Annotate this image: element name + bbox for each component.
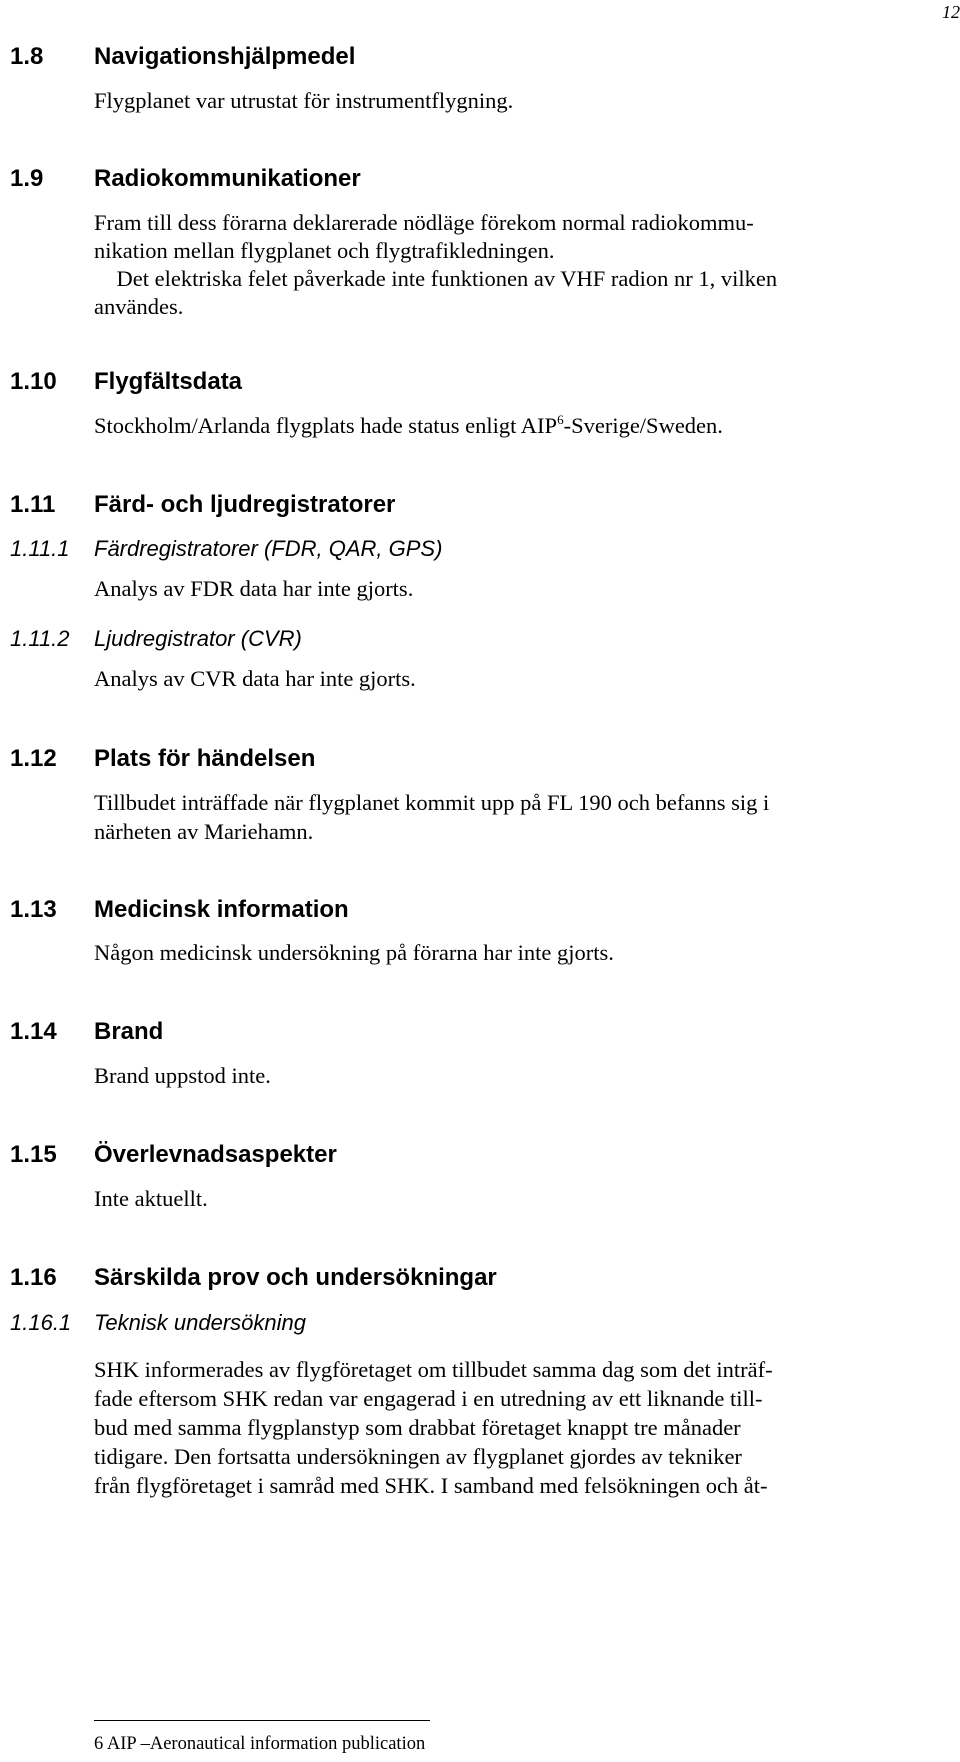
section-number: 1.11	[10, 491, 56, 518]
body-line: användes.	[94, 294, 184, 319]
section-title: Plats för händelsen	[94, 745, 316, 772]
body-line: från flygföretaget i samråd med SHK. I samband med felsökningen och åt-	[94, 1473, 768, 1498]
section-number: 1.16	[10, 1264, 57, 1291]
body-line: SHK informerades av flygföretaget om tillbudet samma dag som det inträf-	[94, 1357, 773, 1382]
section-title: Medicinsk information	[94, 896, 349, 923]
section-number: 1.14	[10, 1018, 57, 1045]
body-line: Fram till dess förarna deklarerade nödläge förekom normal radiokommu-	[94, 210, 754, 235]
body-line: Det elektriska felet påverkade inte funktionen av VHF radion nr 1, vilken	[94, 266, 778, 291]
section-body-1-14	[94, 1061, 960, 1090]
body-line: nikation mellan flygplanet och flygtrafikledningen.	[94, 238, 555, 263]
body-line: Tillbudet inträffade när flygplanet kommit upp på FL 190 och befanns sig i	[94, 790, 770, 815]
section-number: 1.12	[10, 745, 57, 772]
section-title: Färd- och ljudregistratorer	[94, 491, 396, 518]
subsection-number: 1.11.2	[10, 626, 70, 651]
footnote-text: AIP –Aeronautical information publication	[106, 1734, 426, 1754]
section-number: 1.13	[10, 896, 57, 923]
section-body-1-10	[94, 411, 960, 440]
subsection-title: Färdregistratorer (FDR, QAR, GPS)	[94, 536, 443, 561]
section-body-1-9	[94, 209, 960, 321]
body-line: bud med samma flygplanstyp som drabbat företaget knappt tre månader	[94, 1415, 741, 1440]
body-text: -Sverige/Sweden.	[563, 413, 723, 438]
section-body-1-8	[94, 86, 960, 115]
section-body-1-15	[94, 1184, 960, 1213]
section-title: Överlevnadsaspekter	[94, 1141, 337, 1168]
body-line: Brand uppstod inte.	[94, 1063, 271, 1088]
section-body-1-12	[94, 788, 960, 846]
body-line: tidigare. Den fortsatta undersökningen av flygplanet gjordes av tekniker	[94, 1444, 742, 1469]
page-number: 12	[942, 2, 960, 22]
body-line: närheten av Mariehamn.	[94, 819, 314, 844]
section-body-1-11-2	[94, 664, 960, 693]
subsection-title: Teknisk undersökning	[94, 1310, 306, 1335]
section-title: Flygfältsdata	[94, 368, 243, 395]
footnote-divider	[94, 1720, 430, 1721]
section-title: Radiokommunikationer	[94, 165, 361, 192]
section-number: 1.8	[10, 43, 44, 70]
body-line: Inte aktuellt.	[94, 1186, 208, 1211]
section-title: Brand	[94, 1018, 164, 1045]
subsection-title: Ljudregistrator (CVR)	[94, 626, 302, 651]
footnote-number: 6	[94, 1734, 104, 1754]
section-body-1-11-1	[94, 574, 960, 603]
section-number: 1.15	[10, 1141, 57, 1168]
body-line: Någon medicinsk undersökning på förarna har inte gjorts.	[94, 940, 614, 965]
body-line: fade eftersom SHK redan var engagerad i en utredning av ett liknande till-	[94, 1386, 763, 1411]
body-text: Stockholm/Arlanda flygplats hade status enligt AIP	[94, 413, 558, 438]
section-body-1-13	[94, 938, 960, 967]
body-line: Analys av FDR data har inte gjorts.	[94, 576, 414, 601]
body-line: Flygplanet var utrustat för instrumentflygning.	[94, 88, 514, 113]
footnote	[94, 1734, 425, 1755]
section-title: Navigationshjälpmedel	[94, 43, 356, 70]
body-line: Analys av CVR data har inte gjorts.	[94, 666, 416, 691]
section-body-1-16-1	[94, 1355, 960, 1500]
subsection-number: 1.11.1	[10, 536, 70, 561]
section-title: Särskilda prov och undersökningar	[94, 1264, 497, 1291]
section-number: 1.10	[10, 368, 57, 395]
footnote-ref: 6	[557, 412, 564, 427]
body-line	[94, 411, 960, 440]
subsection-number: 1.16.1	[10, 1310, 72, 1335]
section-number: 1.9	[10, 165, 44, 192]
